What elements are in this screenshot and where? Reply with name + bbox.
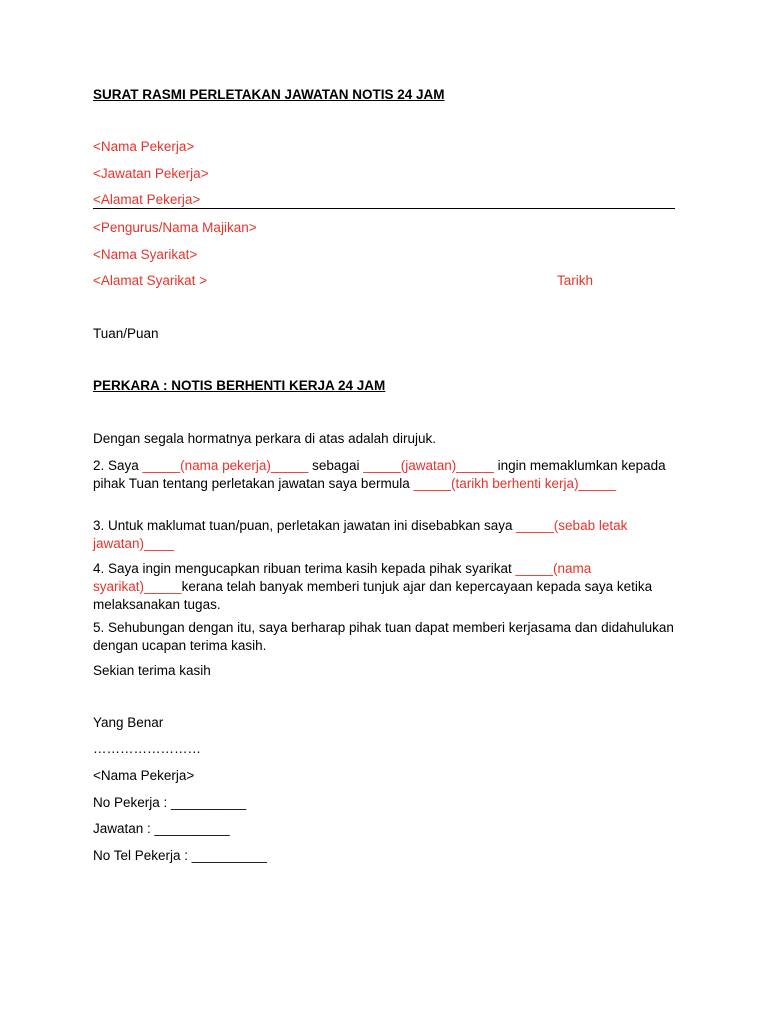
recipient-company: <Nama Syarikat> (93, 247, 198, 262)
paragraph-3: 3. Untuk maklumat tuan/puan, perletakan jawatan ini disebabkan saya _____(sebab letak jawatan)____ (93, 518, 628, 551)
field-sebab-letak-jawatan: _____(sebab letak jawatan)____ (93, 518, 628, 551)
recipient-address: <Alamat Syarikat > (93, 273, 208, 288)
paragraph-5: 5. Sehubungan dengan itu, saya berharap pihak tuan dapat memberi kerjasama dan didahulukan dengan ucapan terima kasih. (93, 620, 674, 653)
field-nama-syarikat: _____(nama syarikat)_____ (93, 561, 592, 594)
divider-line (93, 208, 675, 209)
signature-name: <Nama Pekerja> (93, 768, 195, 783)
letter-title: SURAT RASMI PERLETAKAN JAWATAN NOTIS 24 JAM (93, 87, 445, 102)
field-nama-pekerja: _____(nama pekerja)_____ (142, 458, 309, 473)
field-tarikh-berhenti: _____(tarikh berhenti kerja)_____ (413, 476, 617, 491)
date-label: Tarikh (557, 273, 594, 288)
signature-dots: …………………… (93, 741, 201, 756)
employee-number: No Pekerja : __________ (93, 795, 247, 810)
subject-line: PERKARA : NOTIS BERHENTI KERJA 24 JAM (93, 378, 386, 393)
sender-address: <Alamat Pekerja> (93, 192, 201, 207)
recipient-manager: <Pengurus/Nama Majikan> (93, 220, 257, 235)
paragraph-1: Dengan segala hormatnya perkara di atas adalah dirujuk. (93, 431, 436, 446)
employee-position: Jawatan : __________ (93, 821, 230, 836)
signoff: Yang Benar (93, 715, 164, 730)
closing-line: Sekian terima kasih (93, 663, 211, 678)
salutation: Tuan/Puan (93, 326, 159, 341)
sender-name: <Nama Pekerja> (93, 139, 195, 154)
paragraph-4: 4. Saya ingin mengucapkan ribuan terima kasih kepada pihak syarikat _____(nama syarikat)_____kerana telah banyak memberi tunjuk ajar dan kepercayaan kepada saya ketika melaksanakan tugas. (93, 561, 653, 612)
field-jawatan: _____(jawatan)_____ (363, 458, 494, 473)
paragraph-2: 2. Saya _____(nama pekerja)_____ sebagai _____(jawatan)_____ ingin memaklumkan kepada pihak Tuan tentang perletakan jawatan saya bermula _____(tarikh berhenti kerja)_____ (93, 458, 666, 491)
sender-position: <Jawatan Pekerja> (93, 166, 209, 181)
employee-phone: No Tel Pekerja : __________ (93, 848, 267, 863)
